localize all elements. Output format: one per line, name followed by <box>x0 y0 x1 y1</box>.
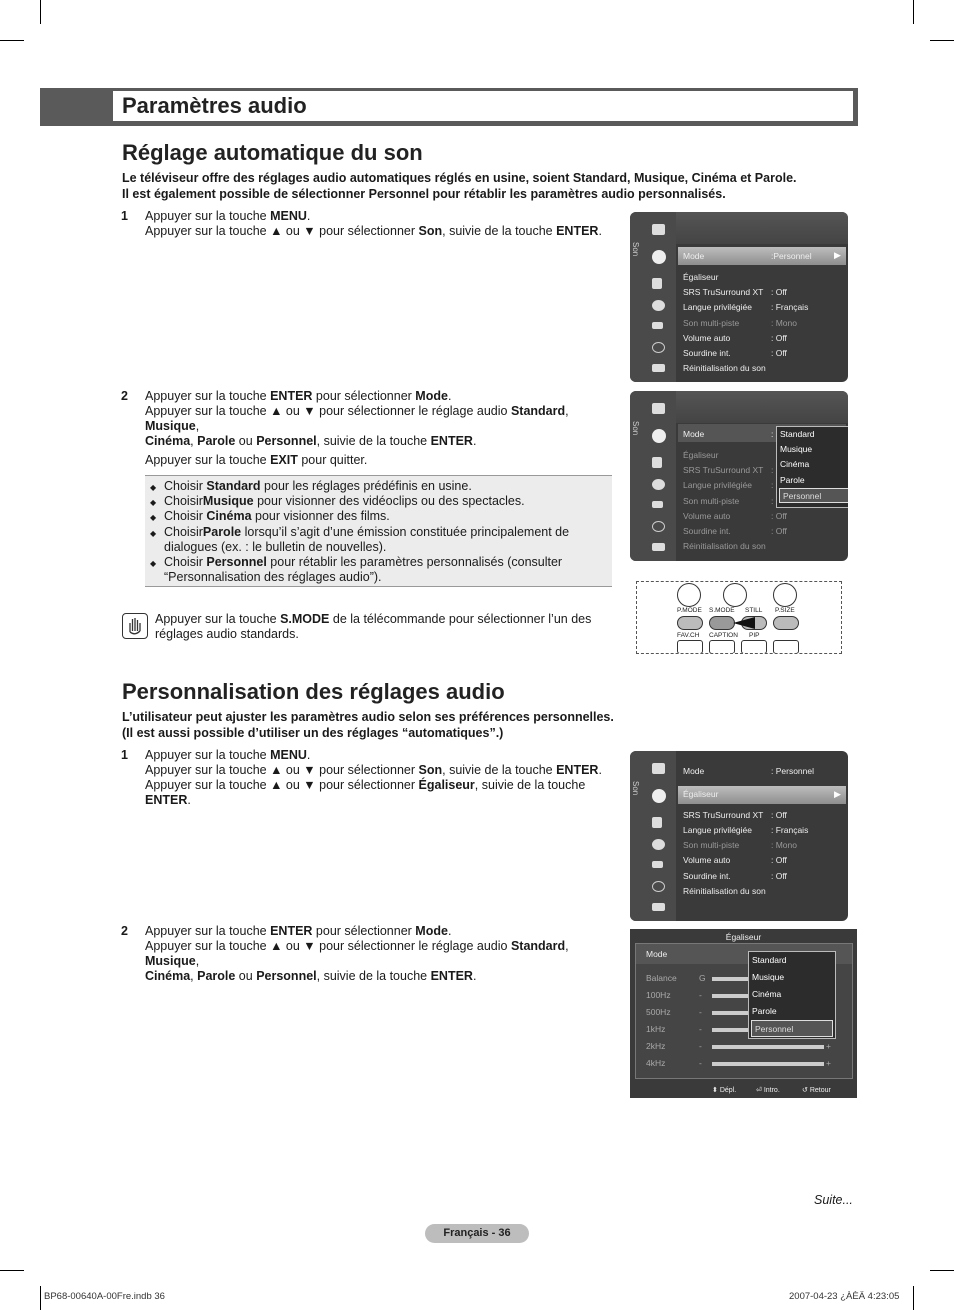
osd-menu-item[interactable] <box>683 318 843 328</box>
step-1-number: 1 <box>121 209 128 223</box>
intro2-line-1: L’utilisateur peut ajuster les paramètres audio selon ses préférences personnelles. <box>122 710 614 724</box>
bullet-item: ◆ ChoisirMusique pour visionner des vidéoclips ou des spectacles. <box>150 494 608 509</box>
mode-option[interactable]: Parole <box>752 1006 777 1016</box>
step-2-line-3: Cinéma, Parole ou Personnel, suivie de la touche ENTER. <box>145 434 477 448</box>
osd-item-label: Égaliseur <box>683 450 719 460</box>
s2-step-1-line-3: Appuyer sur la touche ▲ ou ▼ pour sélectionner Égaliseur, suivie de la touche <box>145 778 586 792</box>
pointer-arrow-icon <box>733 617 755 629</box>
heading-custom-sound: Personnalisation des réglages audio <box>122 679 505 704</box>
application-icon <box>652 342 665 353</box>
mode-option[interactable]: Cinéma <box>752 989 782 999</box>
sound-icon <box>652 250 666 264</box>
picture-icon <box>652 224 665 235</box>
picture-icon <box>652 763 665 774</box>
eq-row-sign: - <box>699 1007 702 1017</box>
support-icon <box>652 543 665 551</box>
sound-icon <box>652 429 666 443</box>
pmode-button[interactable] <box>677 616 703 630</box>
osd-item-label: Son multi-piste <box>683 840 740 850</box>
step-1-text <box>145 209 625 239</box>
mode-bullets <box>145 475 612 587</box>
osd-item-label: Sourdine int. <box>683 348 731 358</box>
osd-menu-item[interactable] <box>683 886 843 896</box>
osd-menu-item[interactable] <box>683 348 843 358</box>
intro-line-1: Le téléviseur offre des réglages audio automatiques réglés en usine, soient Standard, Musique, Cinéma et Parole. <box>122 171 797 185</box>
osd-item-value: : Mono <box>771 840 797 850</box>
mode-option[interactable]: Musique <box>752 972 785 982</box>
section-title: Paramètres audio <box>122 93 307 118</box>
eq-row-label: 4kHz <box>646 1058 666 1068</box>
osd-item-label: Réinitialisation du son <box>683 541 766 551</box>
osd-menu-item[interactable] <box>683 363 843 373</box>
osd-menu-item[interactable] <box>683 840 843 850</box>
eq-mode-label: Mode <box>646 949 668 959</box>
bullet-item: ◆ Choisir Standard pour les réglages prédéfinis en usine. <box>150 479 608 494</box>
osd-item-label: Égaliseur <box>683 272 719 282</box>
eq-row-label: 2kHz <box>646 1041 666 1051</box>
label-caption: CAPTION <box>709 632 738 639</box>
foot-move: ⬍ Dépl. <box>712 1087 737 1094</box>
smode-button[interactable] <box>709 616 735 630</box>
step-2-number: 2 <box>121 389 128 403</box>
step-2-exit: Appuyer sur la touche EXIT pour quitter. <box>145 453 368 467</box>
channel-icon <box>652 457 662 468</box>
sound-icon <box>652 789 666 803</box>
eq-row-plus: + <box>826 1058 831 1068</box>
osd-item-value: : Off <box>771 333 787 343</box>
input-icon <box>652 861 663 868</box>
eq-row-sign: - <box>699 990 702 1000</box>
support-icon <box>652 364 665 372</box>
s2-step-1-line-2: Appuyer sur la touche ▲ ou ▼ pour sélectionner Son, suivie de la touche ENTER. <box>145 763 602 777</box>
osd-side-label: Son <box>631 781 640 796</box>
channel-icon <box>652 278 662 289</box>
osd-menu-item[interactable] <box>683 825 843 835</box>
support-icon <box>652 903 665 911</box>
application-icon <box>652 521 665 532</box>
osd-item-value: : Français <box>771 825 809 835</box>
label-still: STILL <box>745 607 763 614</box>
intro-auto-sound <box>122 170 812 202</box>
osd-item-value: : <box>771 429 774 439</box>
step-2-line-1: Appuyer sur la touche ENTER pour sélectionner Mode. <box>145 389 452 403</box>
foot-back-label: Retour <box>809 1087 831 1094</box>
foot-enter: ⏎ Intro. <box>756 1087 780 1094</box>
setup-gear-icon <box>652 479 665 490</box>
osd-item-value: : Personnel <box>771 766 814 776</box>
label-pmode: P.MODE <box>677 607 702 614</box>
s2-step-1-text <box>145 748 625 808</box>
osd-item-label: Réinitialisation du son <box>683 886 766 896</box>
up-button[interactable] <box>773 640 799 654</box>
label-smode: S.MODE <box>709 607 735 614</box>
osd-item-label: Volume auto <box>683 855 731 865</box>
osd-item-label: Langue privilégiée <box>683 302 752 312</box>
s2-step-2-line-1: Appuyer sur la touche ENTER pour sélectionner Mode. <box>145 924 452 938</box>
bullet-item: ◆ Choisir Personnel pour rétablir les paramètres personnalisés (consulter “Personnalisation des réglages audio”). <box>150 555 608 585</box>
equalizer-osd <box>630 929 857 1098</box>
osd-item-label: SRS TruSurround XT <box>683 465 764 475</box>
osd-menu-item[interactable] <box>683 871 843 881</box>
osd-item-label: SRS TruSurround XT <box>683 810 764 820</box>
s2-step-2-number: 2 <box>121 924 128 938</box>
heading-auto-sound: Réglage automatique du son <box>122 140 423 165</box>
osd-item-value: : Off <box>771 348 787 358</box>
intro-custom-sound <box>122 709 812 741</box>
psize-button[interactable] <box>773 616 799 630</box>
osd-menu-item[interactable] <box>683 766 843 776</box>
osd-menu-item[interactable] <box>683 810 843 820</box>
eq-slider[interactable] <box>712 1062 824 1066</box>
osd-item-label: Langue privilégiée <box>683 825 752 835</box>
s2-step-2-line-2: Appuyer sur la touche ▲ ou ▼ pour sélectionner le réglage audio Standard, Musique, <box>145 939 569 968</box>
input-icon <box>652 322 663 329</box>
pip-button[interactable] <box>741 640 767 654</box>
osd-item-value: : Off <box>771 810 787 820</box>
step-1-line-1: Appuyer sur la touche MENU. <box>145 209 311 223</box>
osd-item-value: : Off <box>771 287 787 297</box>
s2-step-2-line-3: Cinéma, Parole ou Personnel, suivie de la touche ENTER. <box>145 969 477 983</box>
remote-control-illustration <box>636 581 842 654</box>
mode-option[interactable]: Standard <box>752 955 787 965</box>
s2-step-2-text <box>145 924 620 984</box>
step-2-line-2: Appuyer sur la touche ▲ ou ▼ pour sélectionner le réglage audio Standard, Musique, <box>145 404 569 433</box>
osd-menu-item[interactable] <box>683 272 843 282</box>
foot-enter-label: Intro. <box>763 1087 780 1094</box>
osd-item-label: Son multi-piste <box>683 496 740 506</box>
suite-text: Suite... <box>814 1193 853 1207</box>
label-pip: PIP <box>749 632 760 639</box>
osd-menu-item[interactable] <box>683 302 843 312</box>
eq-title: Égaliseur <box>725 932 762 942</box>
osd-item-value: :Personnel <box>771 251 812 261</box>
osd-menu-item[interactable] <box>683 789 843 799</box>
eq-row-label: 500Hz <box>646 1007 671 1017</box>
osd-item-value: : Mono <box>771 318 797 328</box>
page-footer: Français - 36 <box>425 1224 529 1243</box>
arrow-right-icon: ▶ <box>834 250 841 260</box>
s2-step-1-number: 1 <box>121 748 128 762</box>
bullet-item: ◆ ChoisirParole lorsqu’il s’agit d’une émission constituée principalement de dialogues (ex. : le bulletin de nouvelles). <box>150 525 608 555</box>
step-1-line-2: Appuyer sur la touche ▲ ou ▼ pour sélectionner Son, suivie de la touche ENTER. <box>145 224 602 238</box>
note-hand-icon <box>122 613 148 639</box>
step-2-text <box>145 389 620 449</box>
osd-sound-menu-1 <box>630 212 848 382</box>
setup-gear-icon <box>652 839 665 850</box>
osd-menu-item[interactable] <box>683 526 843 536</box>
channel-icon <box>652 817 662 828</box>
note-smode: Appuyer sur la touche S.MODE de la télécommande pour sélectionner l’un des réglages audio standards. <box>155 612 592 641</box>
mode-option[interactable]: Personnel <box>779 488 848 503</box>
foot-back: ↺ Retour <box>802 1087 831 1094</box>
osd-item-value: : <box>771 496 774 506</box>
eq-row-sign: G <box>699 973 706 983</box>
osd-menu-item[interactable] <box>683 511 843 521</box>
osd-side-label: Son <box>631 242 640 257</box>
eq-row-sign: - <box>699 1041 702 1051</box>
osd-menu-item[interactable] <box>683 541 843 551</box>
foot-move-label: Dépl. <box>719 1087 737 1094</box>
arrow-right-icon: ▶ <box>834 789 841 799</box>
osd-item-value: : Off <box>771 511 787 521</box>
favch-button[interactable] <box>677 640 703 654</box>
osd-menu-item[interactable] <box>683 251 843 261</box>
mode-option[interactable]: Parole <box>780 474 805 485</box>
osd-item-value: : Off <box>771 855 787 865</box>
mode-option[interactable]: Cinéma <box>780 459 810 470</box>
eq-row-sign: - <box>699 1024 702 1034</box>
osd-menu-item[interactable] <box>683 855 843 865</box>
osd-item-label: Volume auto <box>683 511 731 521</box>
osd-item-label: Sourdine int. <box>683 526 731 536</box>
osd-item-label: Sourdine int. <box>683 871 731 881</box>
application-icon <box>652 881 665 892</box>
eq-row-label: 100Hz <box>646 990 671 1000</box>
intro2-line-2: (Il est aussi possible d’utiliser un des réglages “automatiques”.) <box>122 726 504 740</box>
mode-popup[interactable] <box>776 426 848 508</box>
eq-row-label: 1kHz <box>646 1024 666 1034</box>
picture-icon <box>652 403 665 414</box>
osd-item-value: : Off <box>771 526 787 536</box>
mode-option[interactable]: Musique <box>780 444 813 455</box>
osd-menu-item[interactable] <box>683 333 843 343</box>
osd-item-label: SRS TruSurround XT <box>683 287 764 297</box>
label-psize: P.SIZE <box>775 607 795 614</box>
osd-item-value: : Français <box>771 302 809 312</box>
mode-option[interactable]: Standard <box>780 429 815 439</box>
eq-row-sign: - <box>699 1058 702 1068</box>
setup-gear-icon <box>652 300 665 311</box>
eq-slider[interactable] <box>712 1045 824 1049</box>
osd-sound-menu-2 <box>630 391 848 561</box>
osd-item-label: Égaliseur <box>683 789 719 799</box>
label-favch: FAV.CH <box>677 632 700 639</box>
eq-row-plus: + <box>826 1041 831 1051</box>
input-icon <box>652 501 663 508</box>
s2-step-1-line-4: ENTER. <box>145 793 191 807</box>
osd-item-label: Volume auto <box>683 333 731 343</box>
intro-line-2: Il est également possible de sélectionner Personnel pour rétablir les paramètres audio personnalisés. <box>122 187 726 201</box>
print-info-left: BP68-00640A-00Fre.indb 36 <box>44 1291 165 1302</box>
osd-item-label: Son multi-piste <box>683 318 740 328</box>
bullet-item: ◆ Choisir Cinéma pour visionner des films. <box>150 509 608 524</box>
osd-item-value: : <box>771 480 774 490</box>
osd-item-label: Réinitialisation du son <box>683 363 766 373</box>
osd-item-value: : <box>771 465 774 475</box>
osd-item-label: Mode <box>683 251 705 261</box>
osd-sound-menu-3 <box>630 751 848 921</box>
remote-button-3[interactable] <box>773 583 797 607</box>
caption-button[interactable] <box>709 640 735 654</box>
s2-step-1-line-1: Appuyer sur la touche MENU. <box>145 748 311 762</box>
mode-option[interactable]: Personnel <box>751 1020 833 1037</box>
osd-item-label: Mode <box>683 429 705 439</box>
osd-item-label: Mode <box>683 766 705 776</box>
print-info-right: 2007-04-23 ¿ÀÈÄ 4:23:05 <box>789 1291 900 1302</box>
osd-item-label: Langue privilégiée <box>683 480 752 490</box>
osd-item-value: : Off <box>771 871 787 881</box>
eq-row-label: Balance <box>646 973 677 983</box>
osd-menu-item[interactable] <box>683 287 843 297</box>
eq-mode-popup[interactable] <box>748 951 836 1039</box>
return-button[interactable] <box>677 583 701 607</box>
remote-button-2[interactable] <box>723 583 747 607</box>
osd-side-label: Son <box>631 421 640 436</box>
